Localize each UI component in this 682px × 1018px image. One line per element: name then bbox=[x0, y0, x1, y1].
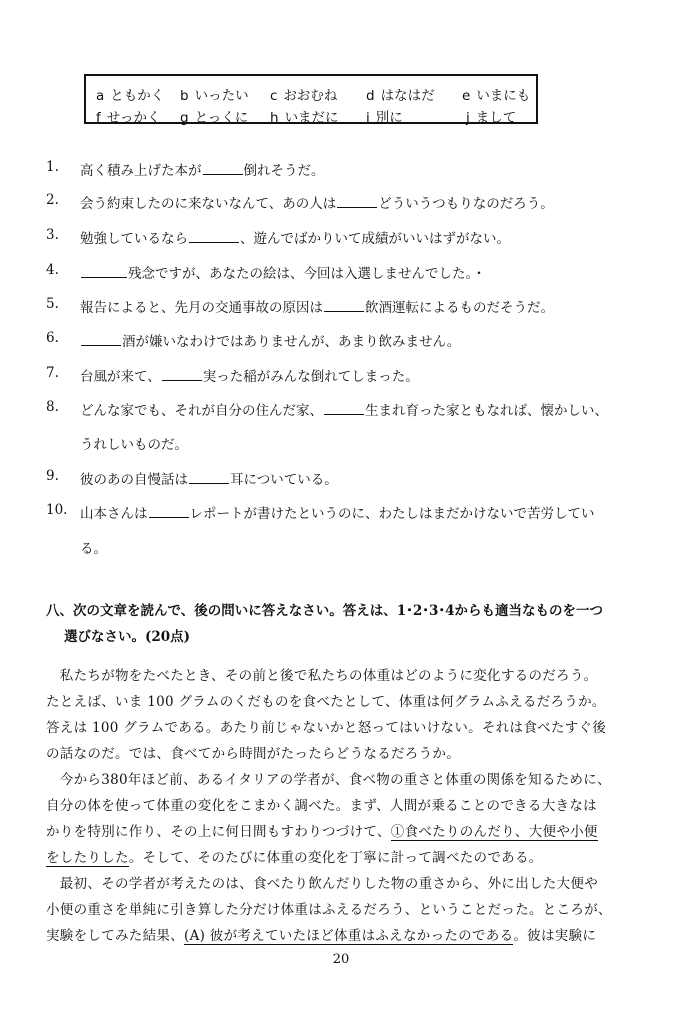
word-option: f せっかく bbox=[96, 110, 161, 126]
answer-blank bbox=[203, 161, 243, 175]
passage-line: 実験をしてみた結果、(A) 彼が考えていたほど体重はふえなかったのである。彼は実験に bbox=[46, 928, 597, 944]
word-choice-box bbox=[84, 74, 538, 124]
word-option: b いったい bbox=[180, 88, 249, 104]
passage-line: をしたりした。そして、そのたびに体重の変化を丁寧に計って調べたのである。 bbox=[46, 850, 543, 866]
word-option: e いまにも bbox=[462, 88, 531, 104]
answer-blank bbox=[189, 470, 229, 484]
answer-blank bbox=[81, 332, 121, 346]
word-option: c おおむね bbox=[270, 88, 338, 104]
section-instructions: 八、次の文章を読んで、後の問いに答えなさい。答えは、1･2･3･4からも適当なものを一つ bbox=[46, 603, 604, 619]
passage-line: 自分の体を使って体重の変化をこまかく調べた。まず、人間が乗ることのできる大きなは bbox=[46, 798, 597, 814]
answer-blank bbox=[189, 229, 239, 243]
exam-page: a ともかく b いったい c おおむね d はなはだ e いまにも f せっかく g とっくに h いまだに i 別に j まして 1. 高く積み上げた本が 倒れそうだ。 2. 会う約束したのに来ないなんて、あの人は どういうつもりなのだろう。 3. 勉強しているなら 、遊んでばかりいて成績がいいはずがない。 4. 残念ですが、あなたの絵は、今回は入選しませんでした。・ 5. 報告によると、先月の交通事故の原因は 飲酒運転によるものだそうだ。 6. 酒が嫌いなわけではありませんが、あまり飲みません。 7. 台風が来て、 実った稲がみんな倒れてしまった。 8. どんな家でも、それが自分の住んだ家、 生まれ育った家ともなれば、懐かしい、 うれしいものだ。 9. 彼のあの自慢話は 耳についている。 10. 山本さんは レポートが書けたというのに、わたしはまだかけないで苦労してい る。 八、次の文章を読んで、後の問いに答えなさい。答えは、1･2･3･4からも適当なものを一つ 選びなさい。(20点) 私たちが物をたべたとき、その前と後で私たちの体重はどのように変化するのだろう。 たとえば、いま 100 グラムのくだものを食べたとして、体重は何グラムふえるだろうか。 答えは 100 グラムである。あたり前じゃないかと怒ってはいけない。それは食べたすぐ後 の話なのだ。では、食べてから時間がたったらどうなるだろうか。 今から380年ほど前、あるイタリアの学者が、食べ物の重さと体重の関係を知るために、 自分の体を使って体重の変化をこまかく調べた。まず、人間が乗ることのできる大きなは かりを特別に作り、その上に何日間もすわりつづけて、①食べたりのんだり、大便や小便 をしたりした。そして、そのたびに体重の変化を丁寧に計って調べたのである。 最初、その学者が考えたのは、食べたり飲んだりした物の重さから、外に出した大便や 小便の重さを単純に引き算した分だけ体重はふえるだろう、ということだった。ところが、 実験をしてみた結果、(A) 彼が考えていたほど体重はふえなかったのである。彼は実験に 20 bbox=[0, 0, 682, 1018]
answer-blank bbox=[324, 298, 364, 312]
word-option: g とっくに bbox=[180, 110, 249, 126]
word-option: j まして bbox=[466, 110, 517, 126]
word-option: a ともかく bbox=[96, 88, 165, 104]
passage-line: 小便の重さを単純に引き算した分だけ体重はふえるだろう、ということだった。ところが、 bbox=[46, 902, 612, 918]
underlined-phrase-1-end: をしたりした bbox=[46, 850, 129, 866]
answer-blank bbox=[162, 367, 202, 381]
word-option: i 別に bbox=[366, 110, 403, 126]
page-number: 20 bbox=[332, 952, 350, 967]
question-item-continuation: る。 bbox=[80, 541, 107, 557]
underlined-phrase-a: (A) 彼が考えていたほど体重はふえなかったのである bbox=[184, 928, 514, 944]
answer-blank bbox=[149, 504, 189, 518]
passage-line: 今から380年ほど前、あるイタリアの学者が、食べ物の重さと体重の関係を知るために、 bbox=[46, 772, 611, 788]
passage-line: たとえば、いま 100 グラムのくだものを食べたとして、体重は何グラムふえるだろうか。 bbox=[46, 694, 606, 710]
passage-line: 答えは 100 グラムである。あたり前じゃないかと怒ってはいけない。それは食べたすぐ後 bbox=[46, 720, 607, 736]
underlined-phrase-1: ①食べたりのんだり、大便や小便 bbox=[390, 824, 598, 840]
answer-blank bbox=[324, 401, 364, 415]
section-instructions-2: 選びなさい。(20点) bbox=[64, 629, 191, 645]
answer-blank bbox=[81, 264, 127, 278]
word-option: h いまだに bbox=[270, 110, 339, 126]
passage-line: 私たちが物をたべたとき、その前と後で私たちの体重はどのように変化するのだろう。 bbox=[46, 668, 598, 684]
passage-line: の話なのだ。では、食べてから時間がたったらどうなるだろうか。 bbox=[46, 746, 460, 762]
passage-line: 最初、その学者が考えたのは、食べたり飲んだりした物の重さから、外に出した大便や bbox=[46, 876, 598, 892]
word-option: d はなはだ bbox=[366, 88, 435, 104]
question-item-continuation: うれしいものだ。 bbox=[80, 437, 188, 453]
passage-line: かりを特別に作り、その上に何日間もすわりつづけて、①食べたりのんだり、大便や小便 bbox=[46, 824, 598, 840]
answer-blank bbox=[337, 194, 377, 208]
